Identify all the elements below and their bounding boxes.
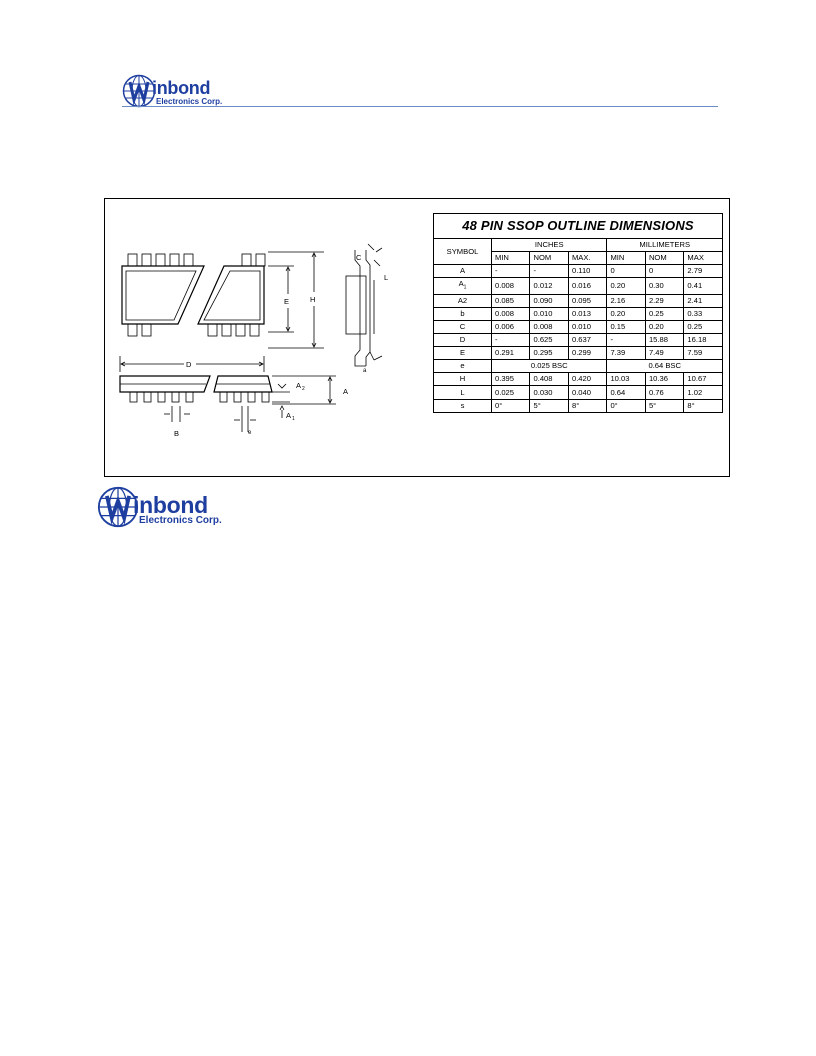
row-value: 0.299 — [568, 347, 606, 360]
row-value: 15.88 — [645, 334, 683, 347]
winbond-logo-footer — [97, 486, 237, 530]
brand-name: inbond — [152, 78, 211, 98]
row-value: 0.013 — [568, 307, 606, 320]
row-value: 10.67 — [684, 373, 723, 386]
row-value: 2.41 — [684, 294, 723, 307]
table-title: 48 PIN SSOP OUTLINE DIMENSIONS — [434, 214, 723, 239]
row-value: 7.49 — [645, 347, 683, 360]
col-header: MIN — [607, 252, 645, 265]
table-row — [434, 399, 723, 412]
table-row — [434, 278, 723, 295]
header-divider — [122, 106, 718, 107]
row-value: 0.33 — [684, 307, 723, 320]
row-value: 0.008 — [492, 278, 530, 295]
millimeters-header: MILLIMETERS — [607, 239, 723, 252]
label-L: L — [384, 273, 389, 282]
row-value: 0.395 — [492, 373, 530, 386]
row-value: 0.006 — [492, 320, 530, 333]
row-value: 0.408 — [530, 373, 568, 386]
row-value: 8° — [568, 399, 606, 412]
symbol-header: SYMBOL — [434, 239, 492, 265]
row-value: 0.040 — [568, 386, 606, 399]
row-value: 0 — [645, 265, 683, 278]
table-row — [434, 386, 723, 399]
row-value: 7.39 — [607, 347, 645, 360]
label-A2-sub: 2 — [302, 386, 305, 392]
label-B: B — [174, 429, 180, 438]
row-value: 7.59 — [684, 347, 723, 360]
row-value: 8° — [684, 399, 723, 412]
row-symbol: s — [434, 399, 492, 412]
row-symbol: H — [434, 373, 492, 386]
row-value: 0.76 — [645, 386, 683, 399]
label-A1-sub: 1 — [292, 416, 295, 422]
row-value: 0.30 — [645, 278, 683, 295]
row-symbol: A — [434, 265, 492, 278]
row-symbol: D — [434, 334, 492, 347]
front-view-left — [120, 376, 210, 422]
row-value: 2.16 — [607, 294, 645, 307]
label-D: D — [186, 360, 192, 369]
label-e: e — [248, 430, 252, 436]
row-value: 0.008 — [530, 320, 568, 333]
label-C: C — [356, 253, 362, 262]
table-row — [434, 360, 723, 373]
top-view-right — [198, 254, 265, 336]
row-value: - — [492, 265, 530, 278]
row-value: - — [492, 334, 530, 347]
row-symbol: E — [434, 347, 492, 360]
label-E: E — [284, 297, 290, 306]
row-value: 0.64 BSC — [607, 360, 723, 373]
row-symbol: C — [434, 320, 492, 333]
label-a: a — [363, 368, 367, 374]
row-value: 5° — [645, 399, 683, 412]
table-body — [434, 265, 723, 412]
row-value: 0.637 — [568, 334, 606, 347]
row-symbol: e — [434, 360, 492, 373]
package-outline-drawing — [112, 238, 402, 454]
row-value: - — [530, 265, 568, 278]
label-A2: A — [296, 381, 302, 390]
globe-icon — [122, 74, 156, 108]
table-row — [434, 334, 723, 347]
row-value: 0.291 — [492, 347, 530, 360]
row-symbol: L — [434, 386, 492, 399]
row-value: 5° — [530, 399, 568, 412]
top-view-left — [122, 254, 204, 336]
row-value: 0.20 — [607, 307, 645, 320]
inches-header: INCHES — [492, 239, 607, 252]
dimension-D — [120, 356, 264, 372]
label-H: H — [310, 295, 316, 304]
row-value: 0.010 — [568, 320, 606, 333]
row-value: 0.20 — [645, 320, 683, 333]
table-row — [434, 373, 723, 386]
row-value: 0.095 — [568, 294, 606, 307]
outline-dimensions-table — [433, 213, 723, 413]
row-symbol: b — [434, 307, 492, 320]
row-value: 0.25 — [684, 320, 723, 333]
label-A: A — [343, 387, 349, 396]
row-value: 0° — [492, 399, 530, 412]
row-value: 0.25 — [645, 307, 683, 320]
row-value: 0.025 BSC — [492, 360, 607, 373]
row-value: 10.03 — [607, 373, 645, 386]
table-row — [434, 265, 723, 278]
brand-subtitle: Electronics Corp. — [156, 97, 223, 106]
row-symbol: A2 — [434, 294, 492, 307]
brand-subtitle: Electronics Corp. — [139, 515, 222, 526]
col-header: MAX — [684, 252, 723, 265]
row-value: 0.010 — [530, 307, 568, 320]
table-row — [434, 294, 723, 307]
label-A1: A — [286, 411, 292, 420]
row-symbol: $A_1$ — [434, 278, 492, 295]
row-value: 0.085 — [492, 294, 530, 307]
row-value: 10.36 — [645, 373, 683, 386]
col-header: NOM — [530, 252, 568, 265]
row-value: 0.420 — [568, 373, 606, 386]
row-value: 0.030 — [530, 386, 568, 399]
dimension-E-H — [268, 252, 324, 348]
row-value: 0.025 — [492, 386, 530, 399]
brand-name: inbond — [133, 492, 208, 518]
winbond-logo-header — [122, 74, 232, 110]
row-value: 1.02 — [684, 386, 723, 399]
row-value: 0.016 — [568, 278, 606, 295]
side-view-end — [346, 244, 382, 366]
row-value: - — [607, 334, 645, 347]
row-value: 0.110 — [568, 265, 606, 278]
col-header: MIN — [492, 252, 530, 265]
table-row — [434, 320, 723, 333]
row-value: 0.008 — [492, 307, 530, 320]
row-value: 0.090 — [530, 294, 568, 307]
row-value: 0.41 — [684, 278, 723, 295]
row-value: 0.20 — [607, 278, 645, 295]
table-row — [434, 347, 723, 360]
col-header: MAX. — [568, 252, 606, 265]
table-row — [434, 307, 723, 320]
row-value: 0° — [607, 399, 645, 412]
row-value: 0 — [607, 265, 645, 278]
row-value: 0.625 — [530, 334, 568, 347]
row-value: 2.79 — [684, 265, 723, 278]
col-header: NOM — [645, 252, 683, 265]
row-value: 16.18 — [684, 334, 723, 347]
row-value: 0.295 — [530, 347, 568, 360]
front-view-right — [214, 376, 336, 432]
row-value: 0.012 — [530, 278, 568, 295]
row-value: 0.15 — [607, 320, 645, 333]
row-value: 2.29 — [645, 294, 683, 307]
row-value: 0.64 — [607, 386, 645, 399]
